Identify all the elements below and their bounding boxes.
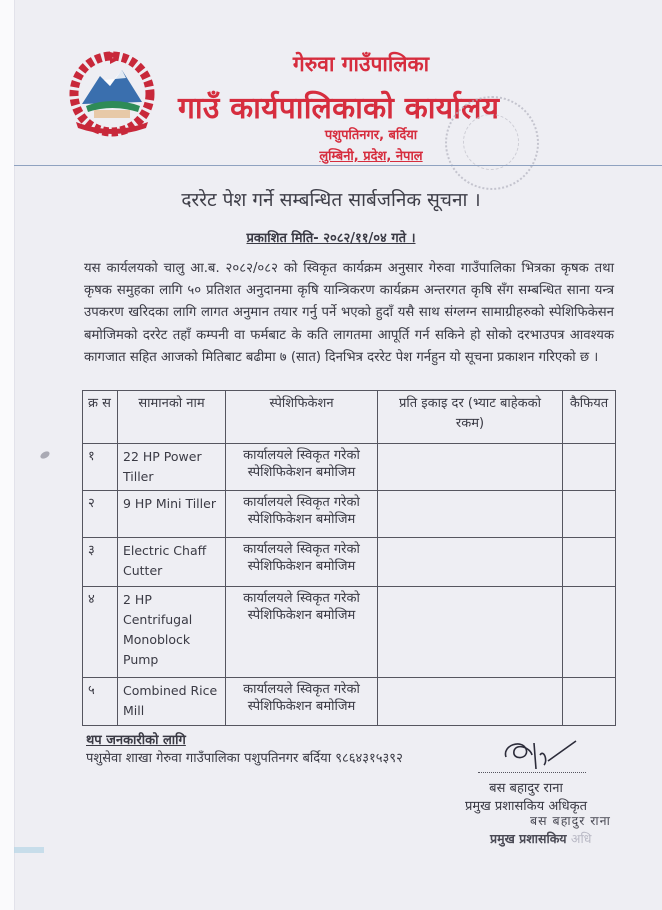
- signature-line: [478, 772, 586, 773]
- cell-remarks: [563, 491, 616, 538]
- cell-serial: २: [83, 491, 118, 538]
- spec-line-2: स्पेशिफिकेशन बमोजिम: [247, 512, 356, 527]
- cell-specification: [226, 678, 378, 726]
- spec-line-1: कार्यालयले स्विकृत गरेको: [243, 495, 360, 510]
- cell-remarks: [563, 678, 616, 726]
- address-line-1: पशुपतिनगर, बर्दिया: [324, 128, 418, 143]
- header-serial: क्र स: [83, 391, 118, 444]
- office-name: गाउँ कार्यपालिकाको कार्यालय: [178, 91, 500, 126]
- header-item-name: सामानको नाम: [118, 391, 226, 444]
- name-stamp: बस बहादुर राना: [530, 813, 611, 828]
- cell-serial: ४: [83, 587, 118, 678]
- cell-specification: [226, 491, 378, 538]
- table-row: [83, 491, 616, 538]
- spec-line-1: कार्यालयले स्विकृत गरेको: [243, 682, 360, 697]
- table-header-row: [83, 391, 616, 444]
- cell-specification: [226, 587, 378, 678]
- municipality-name: गेरुवा गाउँपालिका: [292, 52, 430, 76]
- contact-label: थप जनकारीको लागि: [86, 733, 186, 748]
- cell-remarks: [563, 444, 616, 491]
- table-row: [83, 678, 616, 726]
- cell-item-name: 22 HP Power Tiller: [118, 444, 226, 491]
- cell-item-name: Combined Rice Mill: [118, 678, 226, 726]
- table-row: [83, 444, 616, 491]
- cell-unit-rate: [378, 444, 563, 491]
- header-remarks: कैफियत: [563, 391, 616, 444]
- cell-item-name: 2 HP Centrifugal Monoblock Pump: [118, 587, 226, 678]
- signatory-name: बस बहादुर राना: [489, 781, 563, 796]
- cell-unit-rate: [378, 491, 563, 538]
- cell-specification: [226, 538, 378, 587]
- spec-line-1: कार्यालयले स्विकृत गरेको: [243, 542, 360, 557]
- cell-item-name: 9 HP Mini Tiller: [118, 491, 226, 538]
- cell-serial: ५: [83, 678, 118, 726]
- signatory-title: प्रमुख प्रशासकिय अधिकृत: [464, 799, 588, 814]
- title-stamp: [490, 830, 591, 847]
- cell-item-name: Electric Chaff Cutter: [118, 538, 226, 587]
- cell-unit-rate: [378, 587, 563, 678]
- ink-smudge: [39, 450, 51, 460]
- items-table: [82, 390, 616, 726]
- table-row: [83, 587, 616, 678]
- address-line-2: लुम्बिनी, प्रदेश, नेपाल: [319, 149, 423, 164]
- office-seal-stamp: [445, 96, 539, 190]
- cell-remarks: [563, 587, 616, 678]
- published-date: प्रकाशित मिति- २०८२/११/०४ गते ।: [246, 231, 416, 246]
- spec-line-2: स्पेशिफिकेशन बमोजिम: [247, 465, 356, 480]
- title-stamp-faded: अधि: [570, 831, 592, 846]
- letterhead-divider: [14, 165, 662, 166]
- cell-specification: [226, 444, 378, 491]
- title-stamp-text: प्रमुख प्रशासकिय: [490, 831, 567, 846]
- cell-unit-rate: [378, 538, 563, 587]
- cell-remarks: [563, 538, 616, 587]
- cell-unit-rate: [378, 678, 563, 726]
- cell-serial: ३: [83, 538, 118, 587]
- spec-line-2: स्पेशिफिकेशन बमोजिम: [247, 699, 356, 714]
- spec-line-1: कार्यालयले स्विकृत गरेको: [243, 448, 360, 463]
- ink-mark: [14, 847, 44, 853]
- spec-line-1: कार्यालयले स्विकृत गरेको: [243, 591, 360, 606]
- header-unit-rate: प्रति इकाइ दर (भ्याट बाहेकको रकम): [378, 391, 563, 444]
- notice-body: यस कार्यलयको चालु आ.ब. २०८२/०८२ को स्विकृत कार्यक्रम अनुसार गेरुवा गाउँपालिका भित्रका कृषक तथा कृषक समुहका लागि ५० प्रतिशत अनुदानमा कृषि यान्त्रिकरण कार्यक्रम अन्तरगत कृषि सँग सम्बन्धित साना यन्त्र उपकरण खरिदका लागि लागत अनुमान तयार गर्नु पर्ने भएको हुदाँ यसै साथ संग्लग्न सामाग्रीहरुको स्पेशिफिकेसन बमोजिमको दररेट तहाँ कम्पनी वा फर्मबाट के कति लागतमा आपूर्ति गर्न सकिने हो सोको दरभाउपत्र आवश्यक कागजात सहित आजको मितिबाट बढीमा ७ (सात) दिनभित्र दररेट पेश गर्नहुन यो सूचना प्रकाशन गरिएको छ ।: [84, 261, 614, 365]
- spec-line-2: स्पेशिफिकेशन बमोजिम: [247, 608, 356, 623]
- table-row: [83, 538, 616, 587]
- spec-line-2: स्पेशिफिकेशन बमोजिम: [247, 559, 356, 574]
- contact-info: पशुसेवा शाखा गेरुवा गाउँपालिका पशुपतिनगर बर्दिया ९८६४३१५३९२: [86, 751, 403, 766]
- cell-serial: १: [83, 444, 118, 491]
- handwritten-signature: [500, 735, 580, 775]
- notice-title: दररेट पेश गर्ने सम्बन्धित सार्बजनिक सूचना ।: [181, 189, 481, 211]
- header-specification: स्पेशिफिकेशन: [226, 391, 378, 444]
